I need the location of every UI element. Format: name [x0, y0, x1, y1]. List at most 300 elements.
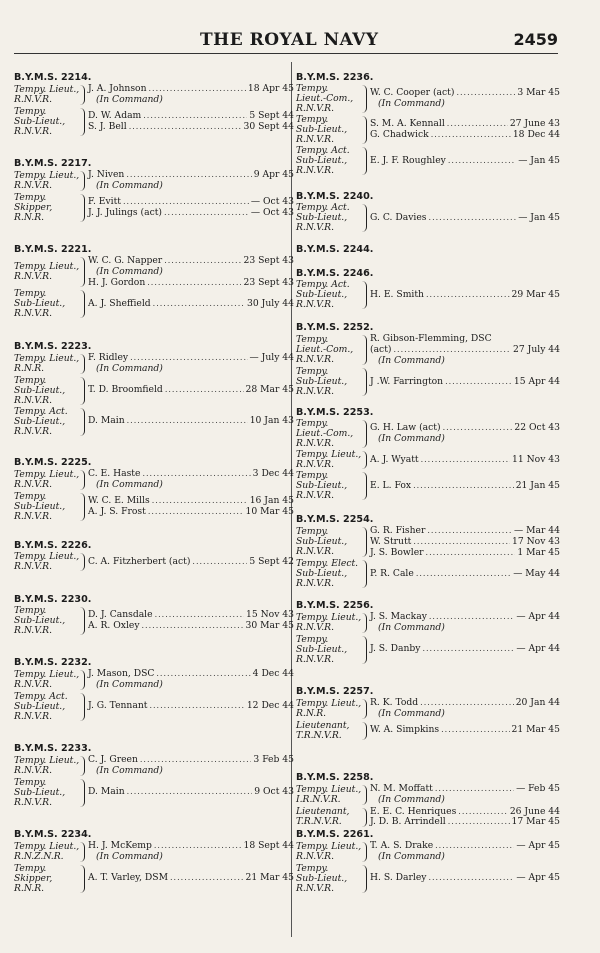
- command-note: [88, 181, 294, 192]
- seniority-date: 17 Mar 45: [511, 816, 560, 828]
- rank-label: [296, 559, 358, 589]
- rank-label: [296, 367, 358, 397]
- officer-list: [370, 841, 560, 863]
- seniority-date: — Apr 44: [516, 611, 560, 622]
- rank-group: [14, 289, 294, 319]
- in-command-note: (In Command): [378, 354, 445, 366]
- command-note: [370, 99, 560, 110]
- rank-label: [296, 335, 358, 365]
- rank-line: Tempy. Lieut.,: [14, 551, 80, 562]
- seniority-date: 12 Dec 44: [246, 700, 294, 712]
- in-command-note: (In Command): [378, 621, 445, 633]
- seniority-date: 20 Jan 44: [515, 697, 560, 708]
- officer-list: [370, 526, 560, 558]
- officer-line: [370, 569, 560, 580]
- officer-list: [370, 334, 560, 366]
- officer-line: [370, 455, 560, 466]
- rank-line: Tempy. Lieut.,: [296, 449, 362, 460]
- ship-entry: [296, 191, 560, 234]
- officer-name: J. G. Tennant: [88, 700, 148, 712]
- rank-line: R.N.R.: [14, 882, 45, 894]
- officer-name: R. K. Todd: [370, 697, 419, 708]
- rank-line: R.N.V.R.: [296, 546, 334, 558]
- ship-name: B.Y.M.S. 2234.: [14, 829, 92, 840]
- ship-entry: [14, 657, 294, 723]
- rank-group: [296, 115, 560, 145]
- brace: [76, 108, 85, 136]
- officer-list: [88, 299, 294, 310]
- officer-line: [88, 496, 294, 507]
- seniority-date: 30 Mar 45: [245, 620, 294, 631]
- rank-group: [14, 256, 294, 288]
- seniority-date: 22 Oct 43: [514, 422, 560, 434]
- rank-line: Tempy.: [296, 633, 329, 645]
- officer-list: [370, 569, 560, 580]
- rank-line: Tempy.: [296, 862, 329, 874]
- rank-group: [14, 864, 294, 894]
- officer-line: [370, 725, 560, 736]
- dot-leader: [123, 197, 249, 208]
- dot-leader: [427, 526, 512, 537]
- seniority-date: — Apr 45: [516, 840, 560, 851]
- rank-label: [296, 864, 358, 894]
- ship-name: B.Y.M.S. 2246.: [296, 268, 374, 279]
- officer-name: E. J. F. Roughley: [370, 154, 446, 166]
- ship-name: B.Y.M.S. 2257.: [296, 686, 374, 697]
- rank-line: R.N.V.R.: [14, 678, 52, 690]
- officer-line: [370, 481, 560, 492]
- rank-line: R.N.V.R.: [296, 134, 334, 145]
- dot-leader: [127, 416, 248, 427]
- rank-line: R.N.V.R.: [14, 125, 52, 137]
- officer-line: [88, 416, 294, 427]
- rank-line: Sub-Lieut.,: [296, 643, 348, 655]
- rank-label: [296, 449, 362, 470]
- rank-line: Tempy. Lieut.,: [296, 611, 362, 623]
- seniority-date: 3 Mar 45: [517, 87, 560, 99]
- ship-name: B.Y.M.S. 2244.: [296, 244, 374, 255]
- officer-name: F. Ridley: [88, 352, 129, 363]
- rank-line: Sub-Lieut.,: [14, 615, 66, 626]
- rank-group: [296, 334, 560, 366]
- brace: [358, 147, 367, 175]
- officer-name: H. J. McKemp: [88, 840, 152, 851]
- officer-list: [370, 88, 560, 110]
- command-note: [88, 480, 294, 491]
- ship-entry: [296, 268, 560, 311]
- rank-line: Tempy.: [296, 114, 329, 125]
- rank-label: [296, 84, 358, 114]
- rank-group: [14, 107, 294, 137]
- rank-line: Tempy. Elect.: [296, 558, 359, 570]
- rank-line: R.N.V.R.: [296, 386, 334, 398]
- ship-name: B.Y.M.S. 2252.: [296, 322, 374, 333]
- officer-name: J. J. Julings (act): [88, 206, 163, 218]
- rank-group: [296, 807, 560, 829]
- rank-line: Tempy.: [14, 862, 47, 874]
- officer-list: [88, 669, 294, 691]
- dot-leader: [192, 557, 247, 568]
- rank-line: Tempy.: [14, 374, 47, 386]
- officer-list: [88, 416, 294, 427]
- rank-line: R.N.V.R.: [14, 179, 52, 191]
- header-rule: [14, 53, 558, 54]
- rank-label: [14, 83, 80, 105]
- officer-name: J. S. Bowler: [370, 546, 424, 558]
- officer-list: [370, 119, 560, 141]
- seniority-date: — Oct 43: [250, 206, 294, 218]
- officer-name: A. J. S. Frost: [88, 505, 146, 517]
- rank-line: R.N.R.: [14, 362, 45, 374]
- officer-line: [370, 644, 560, 655]
- brace: [358, 472, 367, 500]
- rank-line: Sub-Lieut.,: [14, 384, 66, 396]
- rank-line: Tempy.: [296, 470, 329, 481]
- dot-leader: [435, 784, 514, 795]
- rank-line: Tempy.: [14, 490, 47, 502]
- rank-line: R.N.V.R.: [14, 308, 52, 320]
- officer-name: J. Niven: [88, 169, 125, 180]
- rank-line: Tempy.: [14, 288, 47, 300]
- seniority-date: 23 Sept 43: [243, 276, 294, 288]
- rank-label: [14, 692, 76, 722]
- officer-list: [88, 701, 294, 712]
- rank-group: [14, 407, 294, 437]
- rank-line: Tempy. Lieut.,: [296, 783, 362, 795]
- officer-list: [88, 385, 294, 396]
- rank-line: Skipper,: [14, 872, 53, 884]
- seniority-date: 15 Nov 43: [246, 609, 294, 621]
- rank-line: R.N.V.R.: [14, 394, 52, 406]
- command-note: [88, 680, 294, 691]
- ship-name: B.Y.M.S. 2225.: [14, 457, 92, 468]
- brace: [76, 354, 85, 374]
- officer-list: [88, 353, 294, 375]
- rank-group: [296, 721, 560, 741]
- rank-label: [296, 697, 362, 719]
- seniority-date: 18 Dec 44: [512, 129, 560, 140]
- rank-line: Tempy. Act.: [296, 145, 350, 156]
- rank-group: [296, 864, 560, 894]
- ship-name: B.Y.M.S. 2254.: [296, 514, 374, 525]
- officer-list: [88, 557, 294, 568]
- dot-leader: [458, 807, 508, 818]
- seniority-date: — Mar 44: [514, 525, 560, 536]
- officer-list: [370, 481, 560, 492]
- rank-group: [14, 552, 294, 572]
- dot-leader: [127, 787, 253, 798]
- ship-name: B.Y.M.S. 2217.: [14, 158, 92, 169]
- seniority-date: 11 Nov 43: [512, 453, 560, 465]
- rank-label: [296, 527, 358, 557]
- rank-group: [296, 612, 560, 634]
- rank-line: R.N.V.R.: [14, 764, 52, 776]
- seniority-date: 5 Sept 44: [249, 109, 294, 121]
- rank-line: Tempy.: [296, 418, 329, 429]
- rank-group: [14, 193, 294, 223]
- officer-line: [88, 122, 294, 133]
- officer-name: A. R. Oxley: [88, 620, 140, 631]
- rank-group: [296, 84, 560, 114]
- rank-line: R.N.V.R.: [296, 438, 334, 449]
- seniority-date: 1 Mar 45: [517, 546, 560, 558]
- officer-name: F. Evitt: [88, 195, 122, 207]
- ship-name: B.Y.M.S. 2258.: [296, 772, 374, 783]
- dot-leader: [143, 111, 247, 122]
- dot-leader: [426, 548, 516, 559]
- officer-list: [370, 156, 560, 167]
- rank-line: Lieut.-Com.,: [296, 344, 354, 356]
- rank-line: Sub-Lieut.,: [14, 500, 66, 512]
- rank-group: [14, 376, 294, 406]
- rank-group: [14, 755, 294, 777]
- in-command-note: (In Command): [96, 93, 163, 105]
- dot-leader: [149, 84, 246, 95]
- rank-label: [14, 261, 80, 283]
- ship-name: B.Y.M.S. 2214.: [14, 72, 92, 83]
- rank-group: [14, 492, 294, 522]
- rank-line: Tempy.: [14, 191, 47, 203]
- rank-line: Lieut.-Com.,: [296, 428, 354, 439]
- rank-line: R.N.V.R.: [296, 299, 334, 310]
- seniority-date: 9 Oct 43: [254, 786, 294, 798]
- officer-name: C. E. Haste: [88, 468, 141, 479]
- ship-entry: [296, 772, 560, 829]
- officer-list: [370, 784, 560, 806]
- seniority-date: 3 Feb 45: [253, 754, 294, 765]
- rank-line: Lieut.-Com.,: [296, 93, 354, 104]
- rank-group: [296, 146, 560, 176]
- officer-line: [88, 208, 294, 219]
- officer-line: [88, 621, 294, 632]
- ship-entry: [14, 829, 294, 895]
- rank-line: Tempy.: [14, 105, 47, 117]
- ship-entry: [14, 540, 294, 573]
- officer-name: D. Main: [88, 786, 125, 798]
- seniority-date: 26 June 44: [509, 805, 560, 817]
- officer-name: H. S. Darley: [370, 872, 427, 884]
- ship-entry: [14, 72, 294, 138]
- ship-entry: [296, 322, 560, 398]
- rank-line: Tempy. Lieut.,: [14, 840, 80, 852]
- officer-list: [88, 469, 294, 491]
- dot-leader: [428, 873, 514, 884]
- rank-group: [296, 559, 560, 589]
- in-command-note: (In Command): [96, 265, 163, 277]
- officer-name: T. A. S. Drake: [370, 840, 434, 851]
- command-note: [88, 852, 294, 863]
- rank-label: [14, 407, 76, 437]
- officer-name: A. J. Sheffield: [88, 297, 151, 309]
- rank-line: Tempy. Lieut.,: [14, 754, 80, 766]
- officer-line: [370, 290, 560, 301]
- officer-line: [370, 817, 560, 828]
- officer-line: [370, 873, 560, 884]
- brace: [76, 865, 85, 893]
- brace: [76, 171, 85, 191]
- ship-entry: [14, 594, 294, 637]
- seniority-date: — Feb 45: [516, 783, 560, 794]
- rank-label: [14, 193, 76, 223]
- rank-line: T.R.N.V.R.: [296, 816, 342, 828]
- brace: [76, 408, 85, 436]
- ship-name: B.Y.M.S. 2230.: [14, 594, 92, 605]
- rank-line: Sub-Lieut.,: [296, 212, 348, 223]
- rank-line: R.N.V.R.: [14, 796, 52, 808]
- rank-label: [296, 721, 358, 741]
- rank-line: R.N.V.R.: [14, 271, 52, 283]
- dot-leader: [164, 208, 249, 219]
- in-command-note: (In Command): [378, 793, 445, 805]
- page-header: [0, 30, 600, 56]
- rank-group: [14, 170, 294, 192]
- brace: [358, 865, 367, 893]
- ship-entry: [14, 457, 294, 523]
- rank-line: R.N.V.R.: [296, 882, 334, 894]
- officer-name: E. L. Fox: [370, 479, 412, 491]
- dot-leader: [156, 669, 250, 680]
- dot-leader: [155, 610, 244, 621]
- brace: [358, 636, 367, 664]
- rank-group: [296, 698, 560, 720]
- officer-name: S. J. Bell: [88, 120, 127, 132]
- rank-line: Sub-Lieut.,: [14, 415, 66, 427]
- rank-group: [296, 280, 560, 310]
- rank-line: Tempy.: [14, 776, 47, 788]
- dot-leader: [153, 299, 245, 310]
- officer-line: [88, 557, 294, 568]
- rank-label: [14, 606, 76, 636]
- seniority-date: 16 Jan 45: [249, 494, 294, 506]
- seniority-date: 18 Apr 45: [247, 83, 294, 94]
- rank-label: [296, 635, 358, 665]
- command-note: [88, 364, 294, 375]
- officer-list: [370, 213, 560, 224]
- ship-entry: [14, 341, 294, 438]
- brace: [76, 194, 85, 222]
- dot-leader: [142, 621, 244, 632]
- rank-line: R.N.V.R.: [296, 222, 334, 233]
- officer-name: W. C. G. Napper: [88, 255, 163, 266]
- rank-line: Sub-Lieut.,: [296, 480, 348, 491]
- in-command-note: (In Command): [378, 850, 445, 862]
- command-note: [370, 356, 560, 367]
- rank-line: R.N.Z.N.R.: [14, 850, 64, 862]
- officer-name: G. Chadwick: [370, 129, 429, 140]
- rank-label: [296, 611, 362, 633]
- officer-list: [370, 644, 560, 655]
- command-note: [370, 434, 560, 445]
- seniority-date: 17 Nov 43: [512, 535, 560, 547]
- officer-line: [88, 507, 294, 518]
- ship-entry: [14, 158, 294, 224]
- seniority-date: — July 44: [249, 352, 294, 363]
- ship-name: B.Y.M.S. 2223.: [14, 341, 92, 352]
- dot-leader: [426, 290, 510, 301]
- officer-list: [88, 84, 294, 106]
- ship-name: B.Y.M.S. 2221.: [14, 244, 92, 255]
- rank-label: [296, 280, 358, 310]
- brace: [358, 785, 367, 805]
- officer-list: [370, 455, 560, 466]
- dot-leader: [152, 496, 248, 507]
- rank-line: R.N.V.R.: [296, 490, 334, 501]
- seniority-date: 28 Mar 45: [245, 384, 294, 396]
- rank-line: R.N.V.R.: [14, 93, 52, 105]
- brace: [358, 116, 367, 144]
- rank-label: [14, 289, 76, 319]
- rank-line: Sub-Lieut.,: [296, 536, 348, 548]
- dot-leader: [422, 644, 514, 655]
- officer-list: [370, 377, 560, 388]
- seniority-date: 27 June 43: [509, 118, 560, 130]
- rank-line: R.N.V.R.: [296, 621, 334, 633]
- rank-group: [14, 469, 294, 491]
- brace: [358, 451, 367, 469]
- seniority-date: — Jan 45: [518, 211, 560, 223]
- officer-list: [370, 807, 560, 829]
- rank-line: R.N.V.R.: [296, 459, 334, 470]
- rank-line: Tempy. Act.: [296, 202, 350, 213]
- ship-name: B.Y.M.S. 2261.: [296, 829, 374, 840]
- rank-label: [14, 840, 80, 862]
- command-note: [370, 795, 560, 806]
- brace: [358, 420, 367, 448]
- command-note: [370, 852, 560, 863]
- rank-line: Sub-Lieut.,: [296, 155, 348, 166]
- seniority-date: — May 44: [513, 567, 560, 579]
- brace: [358, 527, 367, 557]
- brace: [76, 693, 85, 721]
- seniority-date: 21 Mar 45: [245, 872, 294, 884]
- rank-line: R.N.R.: [14, 211, 45, 223]
- rank-group: [296, 841, 560, 863]
- officer-name: W. A. Simpkins: [370, 724, 440, 736]
- ship-entry: [296, 514, 560, 590]
- rank-line: Tempy.: [296, 526, 329, 538]
- officer-name: D. Main: [88, 415, 125, 427]
- officer-line: [88, 299, 294, 310]
- rank-label: [14, 492, 76, 522]
- seniority-date: 3 Dec 44: [252, 468, 294, 479]
- dot-leader: [129, 122, 242, 133]
- rank-line: Skipper,: [14, 201, 53, 213]
- officer-name: G. H. Law (act): [370, 422, 441, 434]
- in-command-note: (In Command): [96, 764, 163, 776]
- seniority-date: — Apr 44: [516, 643, 560, 655]
- dot-leader: [456, 88, 515, 99]
- officer-line: [88, 278, 294, 289]
- officer-name: W. C. E. Mills: [88, 494, 150, 506]
- dot-leader: [165, 385, 244, 396]
- ship-name: B.Y.M.S. 2240.: [296, 191, 374, 202]
- brace: [358, 808, 367, 828]
- officer-name: J .W. Farrington: [370, 375, 444, 387]
- rank-label: [14, 352, 80, 374]
- seniority-date: 21 Jan 45: [515, 479, 560, 491]
- officer-name: G. R. Fisher: [370, 525, 426, 536]
- brace: [358, 613, 367, 633]
- officer-list: [88, 496, 294, 518]
- officer-list: [370, 612, 560, 634]
- officer-line: [370, 548, 560, 559]
- rank-line: Sub-Lieut.,: [296, 124, 348, 135]
- in-command-note: (In Command): [96, 478, 163, 490]
- brace: [76, 85, 85, 105]
- rank-label: [296, 807, 358, 827]
- in-command-note: (In Command): [378, 433, 445, 444]
- officer-list: [88, 787, 294, 798]
